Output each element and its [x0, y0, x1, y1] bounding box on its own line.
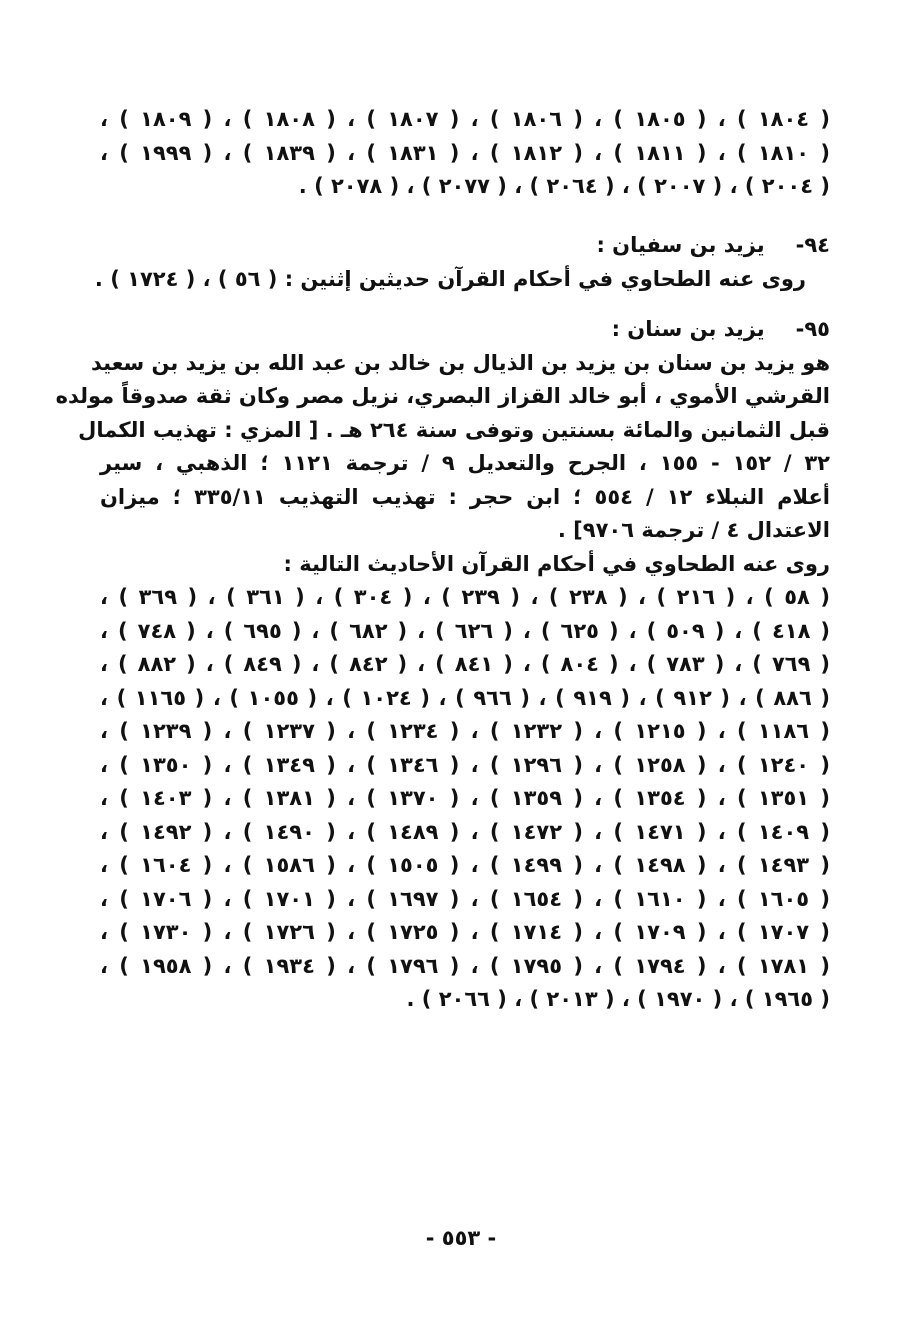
- hadith-line-11: ( ١٧٠٧ ) ، ( ١٧٠٩ ) ، ( ١٧١٤ ) ، ( ١٧٢٥ ) ، ( ١٧٢٦ ) ، ( ١٧٣٠ ) ،: [100, 920, 831, 944]
- hadith-line-4: ( ٨٨٦ ) ، ( ٩١٢ ) ، ( ٩١٩ ) ، ( ٩٦٦ ) ، ( ١٠٢٤ ) ، ( ١٠٥٥ ) ، ( ١١٦٥ ) ،: [100, 685, 831, 710]
- hadith-line-9: ( ١٤٩٣ ) ، ( ١٤٩٨ ) ، ( ١٤٩٩ ) ، ( ١٥٠٥ ) ، ( ١٥٨٦ ) ، ( ١٦٠٤ ) ،: [100, 853, 831, 877]
- bio-line-2: القرشي الأموي ، أبو خالد القزاز البصري، نزيل مصر وكان ثقة صدوقاً مولده: [55, 384, 830, 408]
- entry-95-heading: [100, 313, 830, 347]
- hadith-line-13: ( ١٩٦٥ ) ، ( ١٩٧٠ ) ، ( ٢٠١٣ ) ، ( ٢٠٦٦ ) .: [406, 987, 830, 1011]
- top-list-line-2: ( ١٨١٠ ) ، ( ١٨١١ ) ، ( ١٨١٢ ) ، ( ١٨٣١ ) ، ( ١٨٣٩ ) ، ( ١٩٩٩ ) ،: [100, 140, 831, 165]
- bio-line-6: الاعتدال ٤ / ترجمة ٩٧٠٦] .: [557, 518, 830, 542]
- bio-line-5: أعلام النبلاء ١٢ / ٥٥٤ ؛ ابن حجر : تهذيب التهذيب ٣٣٥/١١ ؛ ميزان: [100, 484, 830, 509]
- entry-94: [94, 229, 830, 296]
- bio-line-3: قبل الثمانين والمائة بسنتين وتوفى سنة ٢٦٤ هـ . [ المزي : تهذيب الكمال: [78, 417, 830, 442]
- page-number: - ٥٥٣ -: [425, 1226, 497, 1250]
- entry-94-name: يزيد بن سفيان :: [596, 233, 765, 257]
- top-list-line-1: ( ١٨٠٤ ) ، ( ١٨٠٥ ) ، ( ١٨٠٦ ) ، ( ١٨٠٧ ) ، ( ١٨٠٨ ) ، ( ١٨٠٩ ) ،: [100, 107, 831, 131]
- hadith-line-6: ( ١٢٤٠ ) ، ( ١٢٥٨ ) ، ( ١٢٩٦ ) ، ( ١٣٤٦ ) ، ( ١٣٤٩ ) ، ( ١٣٥٠ ) ،: [100, 752, 831, 777]
- bio-line-1: هو يزيد بن سنان بن يزيد بن الذيال بن خالد بن عبد الله بن يزيد بن سعيد: [91, 350, 830, 375]
- bio-line-4: ٣٢ / ١٥٢ - ١٥٥ ، الجرح والتعديل ٩ / ترجمة ١١٢١ ؛ الذهبي ، سير: [100, 451, 830, 475]
- entry-95: [55, 313, 831, 1017]
- hadith-line-7: ( ١٣٥١ ) ، ( ١٣٥٤ ) ، ( ١٣٥٩ ) ، ( ١٣٧٠ ) ، ( ١٣٨١ ) ، ( ١٤٠٣ ) ،: [100, 786, 831, 810]
- hadith-line-3: ( ٧٦٩ ) ، ( ٧٨٣ ) ، ( ٨٠٤ ) ، ( ٨٤١ ) ، ( ٨٤٢ ) ، ( ٨٤٩ ) ، ( ٨٨٢ ) ،: [100, 652, 831, 676]
- hadith-line-12: ( ١٧٨١ ) ، ( ١٧٩٤ ) ، ( ١٧٩٥ ) ، ( ١٧٩٦ ) ، ( ١٩٣٤ ) ، ( ١٩٥٨ ) ،: [100, 953, 831, 978]
- entry-94-text: روى عنه الطحاوي في أحكام القرآن حديثين إثنين : ( ٥٦ ) ، ( ١٧٢٤ ) .: [94, 266, 806, 291]
- hadith-intro: روى عنه الطحاوي في أحكام القرآن الأحاديث التالية :: [283, 551, 830, 576]
- entry-95-number: ٩٥-: [795, 317, 830, 341]
- entry-94-heading: [100, 229, 830, 263]
- entry-94-number: ٩٤-: [795, 233, 830, 257]
- hadith-line-8: ( ١٤٠٩ ) ، ( ١٤٧١ ) ، ( ١٤٧٢ ) ، ( ١٤٨٩ ) ، ( ١٤٩٠ ) ، ( ١٤٩٢ ) ،: [100, 819, 831, 844]
- hadith-line-2: ( ٤١٨ ) ، ( ٥٠٩ ) ، ( ٦٢٥ ) ، ( ٦٢٦ ) ، ( ٦٨٢ ) ، ( ٦٩٥ ) ، ( ٧٤٨ ) ،: [100, 618, 831, 643]
- hadith-line-1: ( ٥٨ ) ، ( ٢١٦ ) ، ( ٢٣٨ ) ، ( ٢٣٩ ) ، ( ٣٠٤ ) ، ( ٣٦١ ) ، ( ٣٦٩ ) ،: [100, 585, 830, 609]
- top-hadith-list: [100, 103, 830, 204]
- top-list-line-3: ( ٢٠٠٤ ) ، ( ٢٠٠٧ ) ، ( ٢٠٦٤ ) ، ( ٢٠٧٧ ) ، ( ٢٠٧٨ ) .: [298, 174, 830, 198]
- entry-95-name: يزيد بن سنان :: [611, 317, 765, 341]
- hadith-line-5: ( ١١٨٦ ) ، ( ١٢١٥ ) ، ( ١٢٣٢ ) ، ( ١٢٣٤ ) ، ( ١٢٣٧ ) ، ( ١٢٣٩ ) ،: [100, 719, 831, 743]
- hadith-line-10: ( ١٦٠٥ ) ، ( ١٦١٠ ) ، ( ١٦٥٤ ) ، ( ١٦٩٧ ) ، ( ١٧٠١ ) ، ( ١٧٠٦ ) ،: [100, 886, 831, 911]
